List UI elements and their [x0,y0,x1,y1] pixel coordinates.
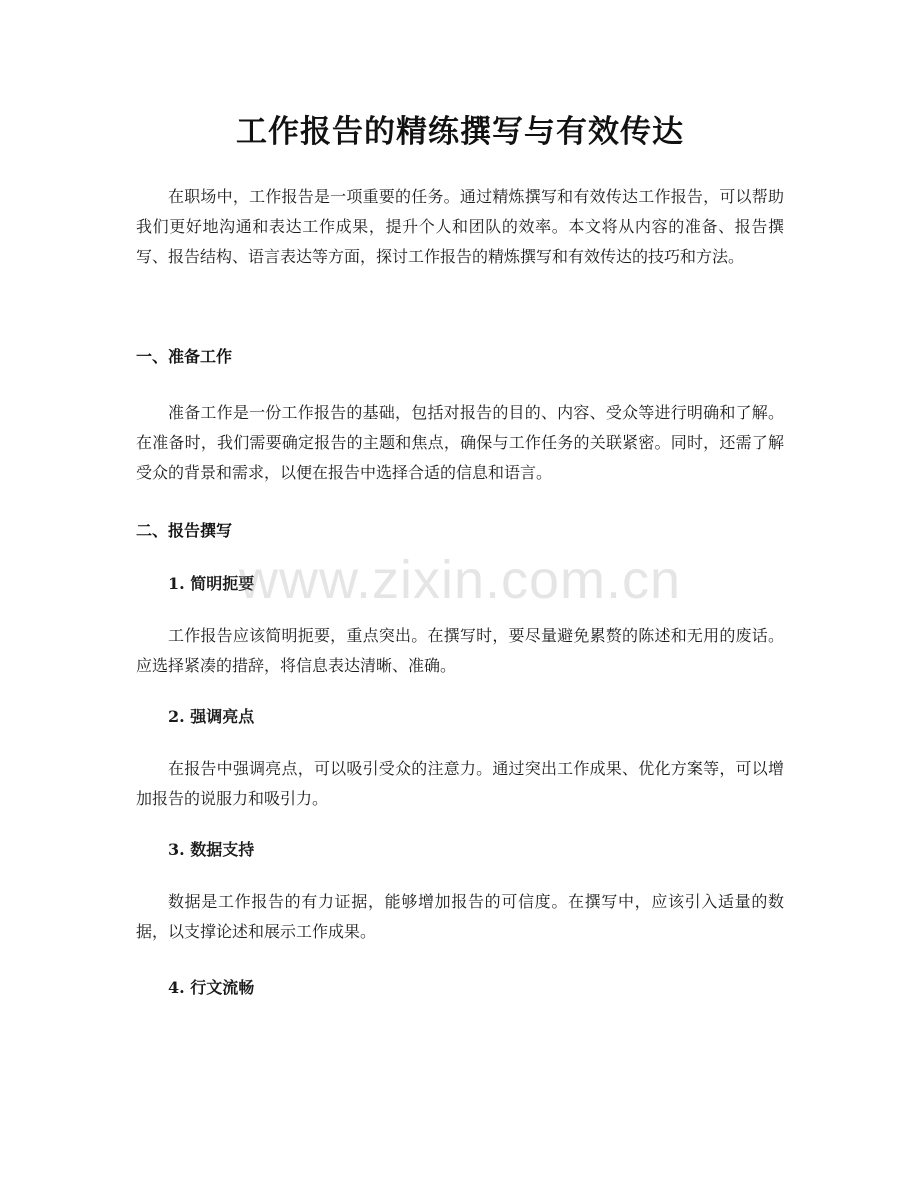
subsection-body-concise: 工作报告应该简明扼要，重点突出。在撰写时，要尽量避免累赘的陈述和无用的废话。应选择紧凑的措辞，将信息表达清晰、准确。 [136,626,784,675]
subsection-heading-fluency: 4. 行文流畅 [168,978,255,997]
section-heading-preparation: 一、准备工作 [136,347,233,366]
subsection-body-highlights: 在报告中强调亮点，可以吸引受众的注意力。通过突出工作成果、优化方案等，可以增加报告的说服力和吸引力。 [136,759,784,808]
page-title: 工作报告的精练撰写与有效传达 [236,114,684,150]
intro-paragraph: 在职场中，工作报告是一项重要的任务。通过精炼撰写和有效传达工作报告，可以帮助我们更好地沟通和表达工作成果，提升个人和团队的效率。本文将从内容的准备、报告撰写、报告结构、语言表达等方面，探讨工作报告的精炼撰写和有效传达的技巧和方法。 [136,187,784,266]
subsection-heading-highlights: 2. 强调亮点 [168,707,255,726]
section-heading-writing: 二、报告撰写 [136,521,233,540]
subsection-heading-data: 3. 数据支持 [168,840,255,859]
section-body-preparation: 准备工作是一份工作报告的基础，包括对报告的目的、内容、受众等进行明确和了解。在准备时，我们需要确定报告的主题和焦点，确保与工作任务的关联紧密。同时，还需了解受众的背景和需求，以便在报告中选择合适的信息和语言。 [136,403,784,482]
subsection-heading-concise: 1. 简明扼要 [168,574,255,593]
subsection-body-data: 数据是工作报告的有力证据，能够增加报告的可信度。在撰写中，应该引入适量的数据，以支撑论述和展示工作成果。 [136,892,784,941]
watermark: www.zixin.com.cn [238,550,682,610]
